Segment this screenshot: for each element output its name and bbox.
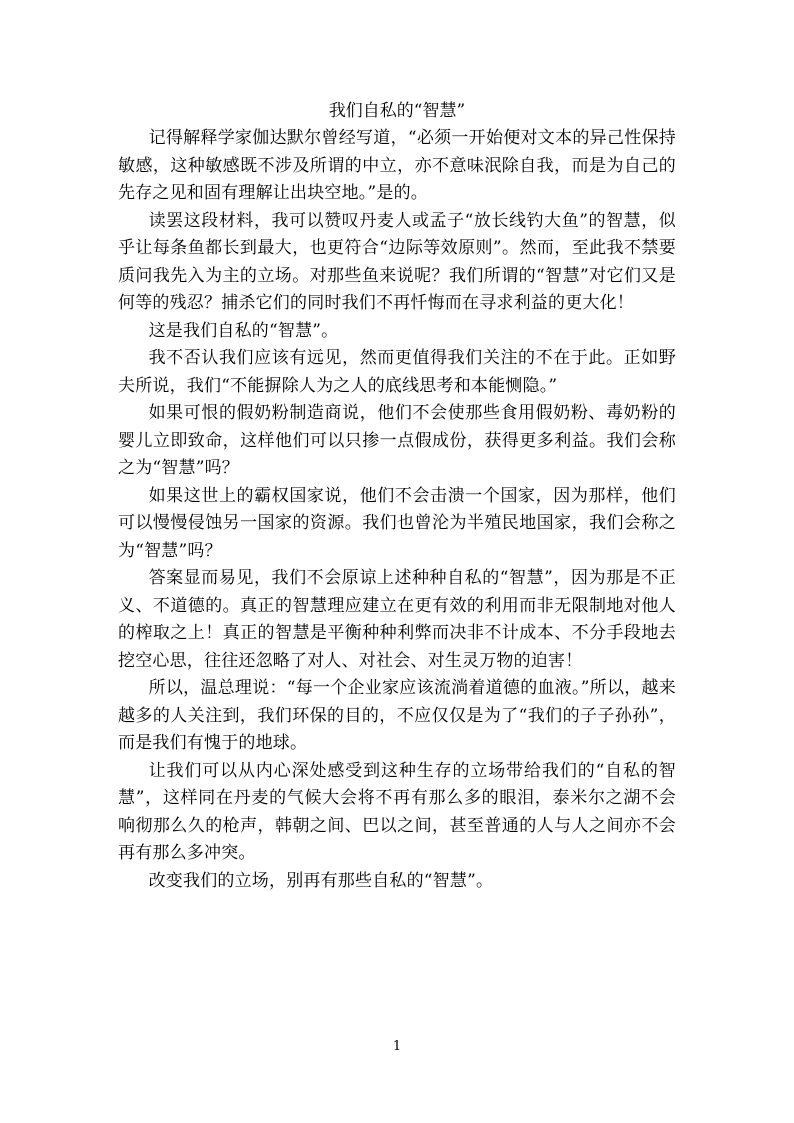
paragraph: 这是我们自私的“智慧”。 <box>148 320 339 341</box>
document-title: 我们自私的“智慧” <box>328 101 466 121</box>
paragraph: 让我们可以从内心深处感受到这种生存的立场带给我们的“自私的智慧”，这样同在丹麦的气候大会将不再有那么多的眼泪，泰米尔之湖不会响彻那么久的枪声，韩朝之间、巴以之间，甚至普通的人与人之间亦不会再有那么多冲突。 <box>118 760 676 863</box>
paragraph: 改变我们的立场，别再有那些自私的“智慧”。 <box>148 870 494 891</box>
page-number: 1 <box>392 1039 402 1054</box>
paragraph: 我不否认我们应该有远见，然而更值得我们关注的不在于此。正如野夫所说，我们“不能摒除人为之人的底线思考和本能恻隐。” <box>118 348 676 396</box>
paragraph: 如果这世上的霸权国家说，他们不会击溃一个国家，因为那样，他们可以慢慢侵蚀另一国家的资源。我们也曾沦为半殖民地国家，我们会称之为“智慧”吗？ <box>118 485 676 561</box>
paragraph: 答案显而易见，我们不会原谅上述种种自私的“智慧”，因为那是不正义、不道德的。真正的智慧理应建立在更有效的利用而非无限制地对他人的榨取之上！真正的智慧是平衡种种利弊而决非不计成本、不分手段地去挖空心思，往往还忽略了对人、对社会、对生灵万物的迫害！ <box>118 568 676 671</box>
document-body <box>118 125 676 895</box>
paragraph: 记得解释学家伽达默尔曾经写道，“必须一开始便对文本的异己性保持敏感，这种敏感既不涉及所谓的中立，亦不意味泯除自我，而是为自己的先存之见和固有理解让出块空地。”是的。 <box>118 128 676 203</box>
paragraph: 所以，温总理说：“每一个企业家应该流淌着道德的血液。”所以，越来越多的人关注到，我们环保的目的，不应仅仅是为了“我们的子子孙孙”，而是我们有愧于的地球。 <box>118 678 676 753</box>
paragraph: 读罢这段材料，我可以赞叹丹麦人或孟子“放长线钓大鱼”的智慧，似乎让每条鱼都长到最大，也更符合“边际等效原则”。然而，至此我不禁要质问我先入为主的立场。对那些鱼来说呢？我们所谓的“智慧”对它们又是何等的残忍？捕杀它们的同时我们不再忏悔而在寻求利益的更大化！ <box>118 210 676 313</box>
paragraph: 如果可恨的假奶粉制造商说，他们不会使那些食用假奶粉、毒奶粉的婴儿立即致命，这样他们可以只掺一点假成份，获得更多利益。我们会称之为“智慧”吗？ <box>118 403 676 478</box>
